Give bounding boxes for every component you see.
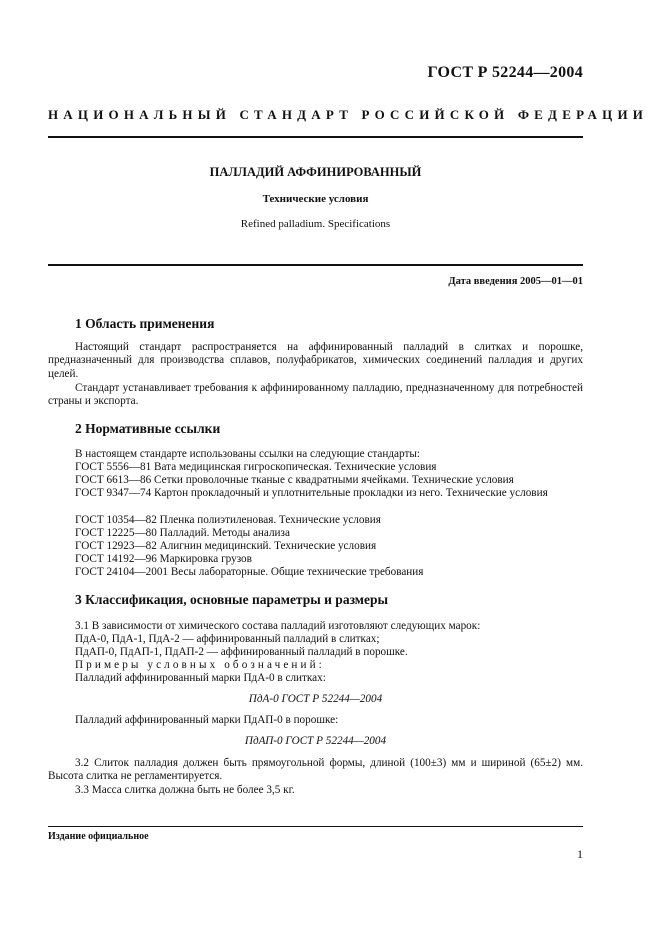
title-divider: [48, 264, 583, 266]
section-3-heading: 3 Классификация, основные параметры и размеры: [75, 592, 389, 607]
reference-item: ГОСТ 12923—82 Алигнин медицинский. Технические условия: [75, 540, 377, 552]
clause-3-2: 3.2 Слиток палладия должен быть прямоугольной формы, длиной (100±3) мм и шириной (65±2) мм. Высота слитка не регламентируется.: [48, 757, 583, 783]
page-number: 1: [577, 847, 583, 861]
examples-label: Примеры условных обозначений:: [75, 659, 325, 671]
reference-item: ГОСТ 24104—2001 Весы лабораторные. Общие технические требования: [75, 566, 424, 578]
official-edition-label: Издание официальное: [48, 831, 149, 842]
clause-3-1: 3.1 В зависимости от химического состава палладий изготовляют следующих марок:: [75, 620, 481, 632]
section-1-heading: 1 Область применения: [75, 316, 215, 331]
section-2-intro: В настоящем стандарте использованы ссылки на следующие стандарты:: [75, 448, 420, 460]
example-2-designation: ПдАП-0 ГОСТ Р 52244—2004: [244, 735, 387, 747]
reference-item: ГОСТ 9347—74 Картон прокладочный и уплотнительные прокладки из него. Технические условия: [75, 487, 548, 499]
example-1-designation: ПдА-0 ГОСТ Р 52244—2004: [248, 693, 383, 705]
reference-item: ГОСТ 14192—96 Маркировка грузов: [75, 553, 252, 565]
reference-item: ГОСТ 5556—81 Вата медицинская гигроскопическая. Технические условия: [75, 461, 437, 473]
introduction-date: Дата введения 2005—01—01: [448, 276, 583, 287]
example-2-text: Палладий аффинированный марки ПдАП-0 в порошке:: [75, 714, 339, 726]
footer-divider: [48, 826, 583, 827]
reference-item: ГОСТ 6613—86 Сетки проволочные тканые с квадратными ячейками. Технические условия: [75, 474, 514, 486]
section-2-heading: 2 Нормативные ссылки: [75, 421, 221, 436]
reference-item: ГОСТ 12225—80 Палладий. Методы анализа: [75, 527, 290, 539]
reference-item: ГОСТ 10354—82 Пленка полиэтиленовая. Технические условия: [75, 514, 381, 526]
document-subtitle: Технические условия: [262, 193, 369, 205]
document-title: ПАЛЛАДИЙ АФФИНИРОВАННЫЙ: [209, 165, 422, 179]
national-standard-heading: НАЦИОНАЛЬНЫЙ СТАНДАРТ РОССИЙСКОЙ ФЕДЕРАЦИИ: [48, 107, 649, 122]
english-title: Refined palladium. Specifications: [240, 218, 391, 230]
document-code: ГОСТ Р 52244—2004: [427, 64, 583, 81]
top-divider: [48, 136, 583, 138]
section-1-paragraph-1: Настоящий стандарт распространяется на аффинированный палладий в слитках и порошке, предназначенный для производства сплавов, полуфабрикатов, химических соединений палладия и других целей.: [48, 341, 583, 380]
section-1-paragraph-2: Стандарт устанавливает требования к аффинированному палладию, предназначенному для потребностей страны и экспорта.: [48, 382, 583, 408]
clause-3-3: 3.3 Масса слитка должна быть не более 3,5 кг.: [75, 784, 295, 796]
example-1-text: Палладий аффинированный марки ПдА-0 в слитках:: [75, 672, 326, 684]
grades-ingot: ПдА-0, ПдА-1, ПдА-2 — аффинированный палладий в слитках;: [75, 633, 380, 645]
grades-powder: ПдАП-0, ПдАП-1, ПдАП-2 — аффинированный палладий в порошке.: [75, 646, 408, 658]
